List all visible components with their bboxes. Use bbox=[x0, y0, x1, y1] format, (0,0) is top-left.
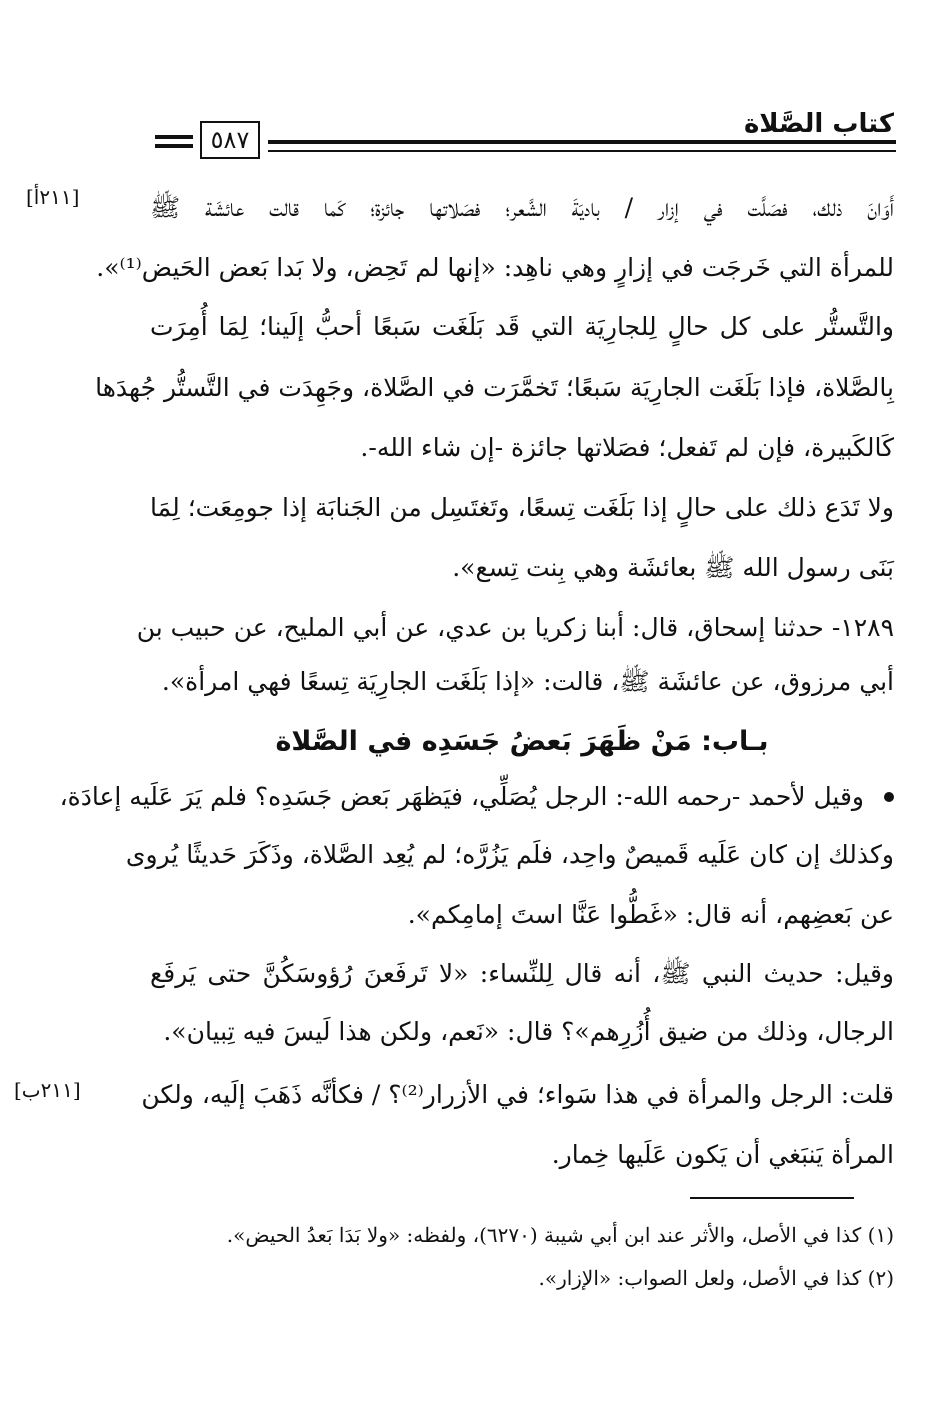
section-line-2: وكذلك إن كان عَلَيه قَميصٌ واحِد، فلَم يَزُرَّه؛ لم يُعِد الصَّلاة، وذَكَرَ حَديثًا يُروى bbox=[125, 840, 894, 869]
running-header-title: كتاب الصَّلاة bbox=[743, 109, 894, 139]
header-rule-thick bbox=[268, 140, 896, 144]
header-rule-left-bottom bbox=[155, 144, 193, 148]
body-line-5: كَالكَبيرة، فإن لم تَفعل؛ فصَلاتها جائزة -إن شاء الله-. bbox=[360, 433, 894, 462]
section-line-4: وقيل: حديث النبي ﷺ، أنه قال لِلنِّساء: «لا تَرفَعنَ رُؤوسَكُنَّ حتى يَرفَع bbox=[150, 959, 894, 988]
body-line-4: بِالصَّلاة، فإذا بَلَغَت الجارِيَة سَبعًا؛ تَخمَّرَت في الصَّلاة، وجَهِدَت في التَّستُّر جُهدَها bbox=[95, 373, 894, 402]
hadith-line-2: أبي مرزوق، عن عائشَة ﷺ، قالت: «إذا بَلَغَت الجارِيَة تِسعًا فهي امرأة». bbox=[161, 667, 894, 696]
page-number: ٥٨٧ bbox=[200, 121, 260, 159]
margin-note-folio-b: [٢١١ب] bbox=[14, 1078, 81, 1102]
section-line-6: قلت: الرجل والمرأة في هذا سَواء؛ في الأزرار⁽²⁾؟ / فكأنَّه ذَهَبَ إلَيه، ولكن bbox=[141, 1080, 894, 1109]
body-line-6: ولا تَدَع ذلك على حالٍ إذا بَلَغَت تِسعًا، وتَغتَسِل من الجَنابَة إذا جومِعَت؛ لِمَا bbox=[150, 493, 894, 522]
section-line-7: المرأة يَنبَغي أن يَكون عَلَيها خِمار. bbox=[551, 1140, 894, 1169]
margin-note-folio-a: [٢١١أ] bbox=[26, 185, 80, 209]
hadith-line-1: ١٢٨٩- حدثنا إسحاق، قال: أبنا زكريا بن عدي، عن أبي المليح، عن حبيب بن bbox=[136, 613, 894, 642]
footnote-2: (٢) كذا في الأصل، ولعل الصواب: «الإزار». bbox=[538, 1266, 894, 1290]
footnote-separator bbox=[690, 1197, 854, 1199]
header-rule-left-top bbox=[155, 135, 193, 139]
body-line-1: أَوَانَ ذلك، فصَلَّت في إزار / باديَةَ الشَّعر؛ فصَلاتها جائزة؛ كَما قالت عائشَة ﷺ bbox=[150, 193, 894, 222]
footnote-1: (١) كذا في الأصل، والأثر عند ابن أبي شيبة (٦٢٧٠)، ولفظه: «ولا بَدَا بَعدُ الحيض». bbox=[226, 1223, 894, 1247]
section-line-3: عن بَعضِهم، أنه قال: «غَطُّوا عَنَّا استَ إمامِكم». bbox=[407, 900, 894, 929]
bullet-icon bbox=[884, 792, 894, 802]
body-line-7: بَنَى رسول الله ﷺ بعائشَة وهي بِنت تِسع». bbox=[452, 553, 894, 582]
body-line-3: والتَّستُّر على كل حالٍ لِلجارِيَة التي قَد بَلَغَت سَبعًا أحبُّ إلَينا؛ لِمَا أُمِرَت bbox=[150, 312, 894, 341]
section-heading: بـاب: مَنْ ظَهَرَ بَعضُ جَسَدِه في الصَّلاة bbox=[275, 726, 769, 757]
body-line-2: للمرأة التي خَرجَت في إزارٍ وهي ناهِد: «إنها لم تَحِض، ولا بَدا بَعض الحَيض⁽¹⁾». bbox=[96, 253, 894, 282]
header-rule-thin bbox=[268, 150, 896, 152]
section-line-5: الرجال، وذلك من ضيق أُزُرِهم»؟ قال: «نَعم، ولكن هذا لَيسَ فيه تِبيان». bbox=[163, 1017, 894, 1046]
section-line-1: وقيل لأحمد -رحمه الله-: الرجل يُصَلِّي، فيَظهَر بَعض جَسَدِه؟ فلم يَرَ عَلَيه إعادَة، bbox=[59, 782, 864, 811]
